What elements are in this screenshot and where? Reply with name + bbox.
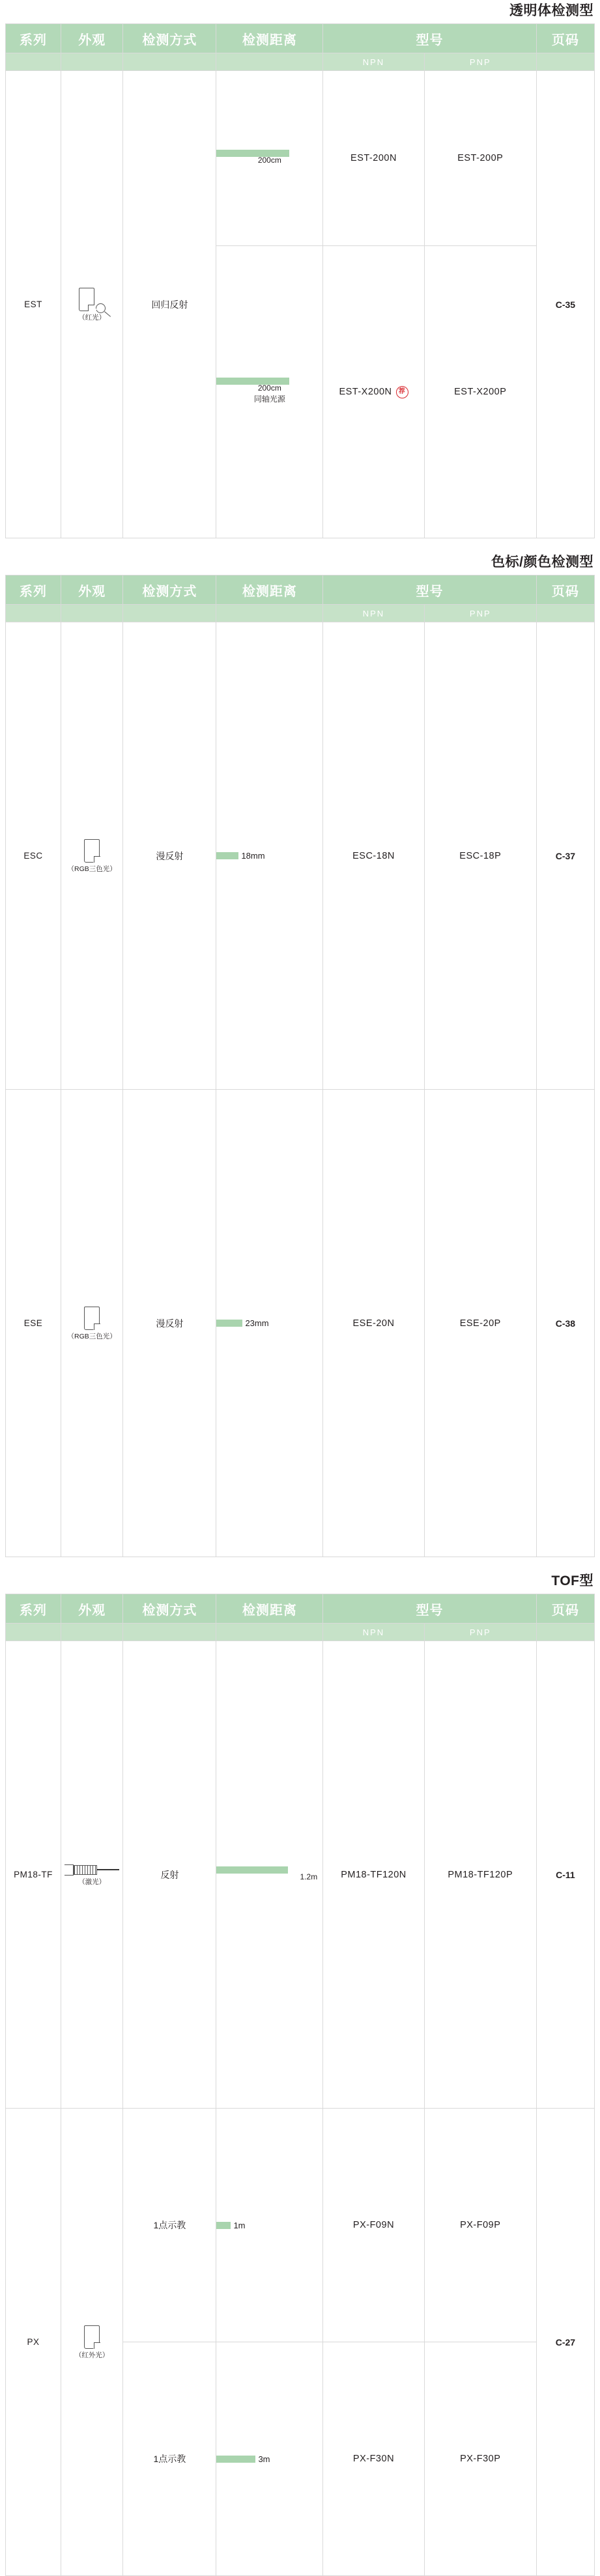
spec-table [5, 1594, 595, 2576]
appearance-caption: （红外光） [74, 2351, 109, 2359]
appearance-caption: （RGB三色光） [67, 1333, 117, 1340]
cell-page[interactable]: C-38 [536, 1090, 594, 1557]
cell-model-npn: ESE-20N [323, 1090, 425, 1557]
cell-method: 漫反射 [123, 622, 216, 1090]
cell-model-npn: PM18-TF120N [323, 1641, 425, 2109]
distance-label: 1m [233, 2220, 246, 2230]
table-header-row [6, 575, 595, 605]
header-model: 型号 [323, 575, 537, 605]
cell-appearance [61, 1090, 123, 1557]
cell-model-pnp: EST-200P [424, 71, 536, 246]
header-page: 页码 [536, 575, 594, 605]
subheader-blank-3 [123, 605, 216, 622]
cell-series: ESC [6, 622, 61, 1090]
section-transparent [0, 0, 600, 538]
cell-method: 1点示教 [123, 2342, 216, 2576]
header-series: 系列 [6, 575, 61, 605]
header-model: 型号 [323, 24, 537, 53]
subheader-npn: NPN [323, 1624, 425, 1641]
header-appearance: 外观 [61, 1594, 123, 1624]
header-method: 检测方式 [123, 575, 216, 605]
cell-appearance [61, 71, 123, 538]
cell-appearance [61, 622, 123, 1090]
cell-method: 反射 [123, 1641, 216, 2109]
header-appearance: 外观 [61, 575, 123, 605]
header-series: 系列 [6, 24, 61, 53]
cell-method: 漫反射 [123, 1090, 216, 1557]
spec-table [5, 23, 595, 538]
subheader-blank-4 [216, 53, 323, 71]
subheader-blank-1 [6, 1624, 61, 1641]
section-color-mark [0, 551, 600, 1557]
table-header-row [6, 24, 595, 53]
cell-distance [216, 2109, 323, 2342]
header-distance: 检测距离 [216, 24, 323, 53]
table-row [6, 1090, 595, 1557]
section-tof [0, 1570, 600, 2576]
cell-appearance [61, 2109, 123, 2576]
cell-page[interactable]: C-27 [536, 2109, 594, 2576]
recommended-badge-icon: 荐 [396, 386, 408, 398]
distance-bar [216, 852, 238, 859]
table-row [6, 1641, 595, 2109]
cell-page[interactable]: C-11 [536, 1641, 594, 2109]
cell-distance [216, 246, 323, 538]
cell-distance [216, 622, 323, 1090]
cell-distance [216, 1641, 323, 2109]
subheader-blank-1 [6, 53, 61, 71]
cell-page[interactable]: C-35 [536, 71, 594, 538]
spec-table [5, 575, 595, 1557]
square-sensor-icon [84, 1307, 100, 1330]
subheader-blank-3 [123, 1624, 216, 1641]
subheader-blank-4 [216, 605, 323, 622]
subheader-blank-5 [536, 53, 594, 71]
distance-label: 23mm [245, 1318, 269, 1328]
cell-series: PX [6, 2109, 61, 2576]
cell-model-pnp: PM18-TF120P [424, 1641, 536, 2109]
cell-method: 回归反射 [123, 71, 216, 538]
cell-model-pnp: PX-F09P [424, 2109, 536, 2342]
distance-label: 200cm [257, 156, 281, 165]
cell-method: 1点示教 [123, 2109, 216, 2342]
appearance-caption: （激光） [78, 1877, 106, 1886]
cell-appearance [61, 1641, 123, 2109]
distance-bar [216, 2456, 255, 2463]
cell-series: ESE [6, 1090, 61, 1557]
cell-model-npn: EST-200N [323, 71, 425, 246]
cell-model-pnp: ESE-20P [424, 1090, 536, 1557]
section-title: 透明体检测型 [509, 3, 593, 18]
subheader-blank-2 [61, 53, 123, 71]
table-row [6, 71, 595, 246]
cell-model-pnp: EST-X200P [424, 246, 536, 538]
square-sensor-icon [84, 2325, 100, 2349]
distance-label: 3m [258, 2454, 270, 2464]
header-model: 型号 [323, 1594, 537, 1624]
square-sensor-icon [84, 839, 100, 863]
cell-distance [216, 1090, 323, 1557]
cell-model-npn: PX-F09N [323, 2109, 425, 2342]
subheader-blank-2 [61, 605, 123, 622]
cell-distance [216, 2342, 323, 2576]
subheader-pnp: PNP [424, 605, 536, 622]
header-method: 检测方式 [123, 24, 216, 53]
cell-model-npn: ESC-18N [323, 622, 425, 1090]
subheader-blank-1 [6, 605, 61, 622]
header-distance: 检测距离 [216, 575, 323, 605]
cell-distance [216, 71, 323, 246]
header-distance: 检测距离 [216, 1594, 323, 1624]
header-page: 页码 [536, 1594, 594, 1624]
model-text: EST-X200N [339, 387, 392, 398]
cell-model-npn [323, 246, 425, 538]
header-method: 检测方式 [123, 1594, 216, 1624]
cell-model-pnp: PX-F30P [424, 2342, 536, 2576]
table-subheader-row [6, 1624, 595, 1641]
cell-series: PM18-TF [6, 1641, 61, 2109]
cell-model-pnp: ESC-18P [424, 622, 536, 1090]
subheader-pnp: PNP [424, 1624, 536, 1641]
subheader-npn: NPN [323, 53, 425, 71]
distance-label: 18mm [241, 851, 265, 861]
cell-series: EST [6, 71, 61, 538]
appearance-caption: （红光） [78, 314, 106, 322]
cylindrical-sensor-icon [64, 1864, 119, 1876]
cell-model-npn: PX-F30N [323, 2342, 425, 2576]
table-header-row [6, 1594, 595, 1624]
table-row [6, 622, 595, 1090]
table-subheader-row [6, 605, 595, 622]
subheader-blank-2 [61, 1624, 123, 1641]
subheader-npn: NPN [323, 605, 425, 622]
distance-bar [216, 1320, 242, 1327]
section-title: 色标/颜色检测型 [491, 555, 593, 570]
square-sensor-with-lens-icon [79, 288, 106, 311]
subheader-pnp: PNP [424, 53, 536, 71]
subheader-blank-5 [536, 1624, 594, 1641]
subheader-blank-3 [123, 53, 216, 71]
header-page: 页码 [536, 24, 594, 53]
distance-label: 200cm [257, 383, 281, 393]
cell-page[interactable]: C-37 [536, 622, 594, 1090]
distance-note: 同轴光源 [253, 395, 285, 404]
section-title: TOF型 [551, 1573, 593, 1588]
subheader-blank-4 [216, 1624, 323, 1641]
header-series: 系列 [6, 1594, 61, 1624]
table-subheader-row [6, 53, 595, 71]
header-appearance: 外观 [61, 24, 123, 53]
subheader-blank-5 [536, 605, 594, 622]
table-row [6, 2109, 595, 2342]
distance-bar [216, 2222, 231, 2229]
appearance-caption: （RGB三色光） [67, 865, 117, 873]
distance-label: 1.2m [300, 1872, 318, 1881]
